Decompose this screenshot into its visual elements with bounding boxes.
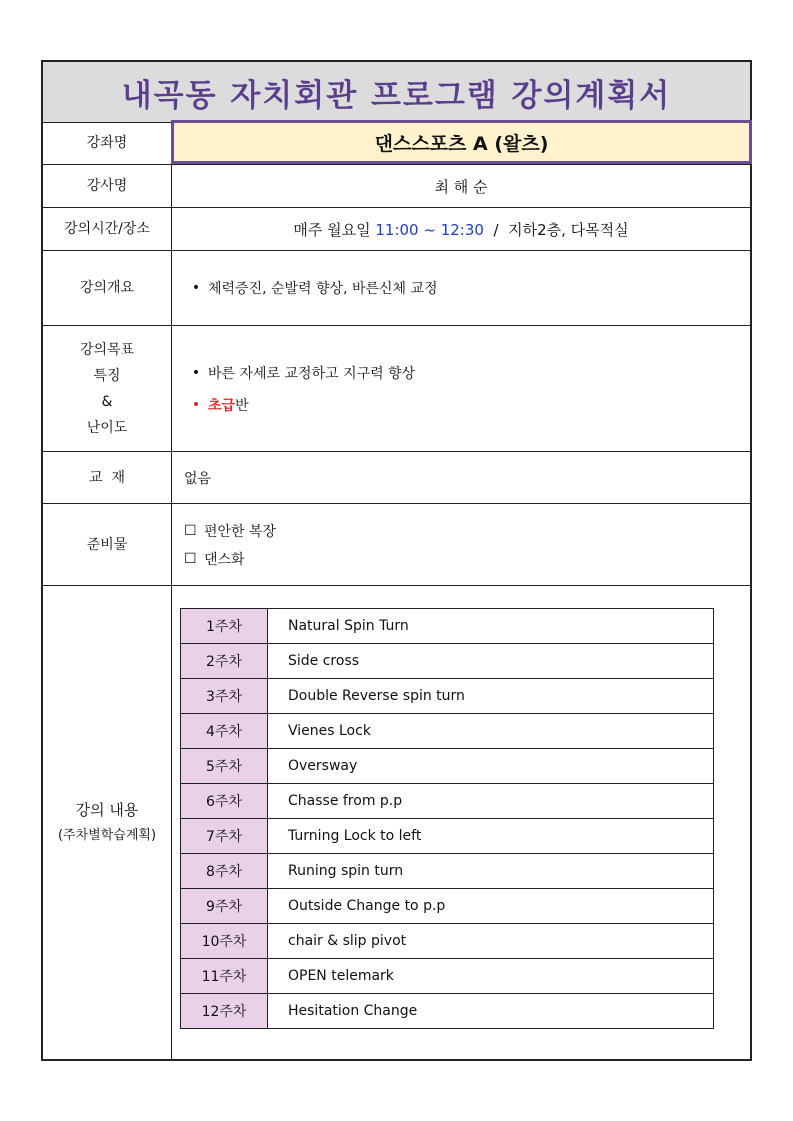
table-row	[181, 609, 714, 644]
schedule-row	[43, 208, 750, 251]
week-cell: 1주차	[181, 609, 268, 644]
goals-label-line: 특징	[93, 367, 121, 384]
topic-cell: Double Reverse spin turn	[268, 679, 714, 714]
goals-label-line: &	[101, 393, 113, 410]
supplies-row	[43, 504, 750, 586]
week-cell: 6주차	[181, 784, 268, 819]
instructor-label: 강사명	[43, 165, 172, 207]
bullet-icon: •	[191, 280, 201, 296]
week-cell: 9주차	[181, 889, 268, 924]
overview-text: 체력증진, 순발력 향상, 바른신체 교정	[208, 281, 438, 297]
schedule-day: 매주 월요일	[293, 220, 371, 239]
goals-value	[172, 326, 750, 451]
topic-cell: Turning Lock to left	[268, 819, 714, 854]
goals-text: 바른 자세로 교정하고 지구력 향상	[208, 365, 416, 382]
table-row	[181, 749, 714, 784]
instructor-row	[43, 165, 750, 208]
overview-value	[172, 251, 750, 325]
topic-cell: Runing spin turn	[268, 854, 714, 889]
table-row	[181, 784, 714, 819]
week-cell: 8주차	[181, 854, 268, 889]
bullet-icon: •	[191, 364, 201, 381]
overview-label: 강의개요	[43, 251, 172, 325]
week-cell: 7주차	[181, 819, 268, 854]
bullet-icon: •	[191, 396, 201, 413]
topic-cell: Vienes Lock	[268, 714, 714, 749]
table-row	[181, 924, 714, 959]
course-row	[43, 122, 750, 165]
checkbox-icon: ☐	[184, 522, 197, 539]
week-cell: 10주차	[181, 924, 268, 959]
supply-item: 댄스화	[204, 551, 245, 568]
page-title: 내곡동 자치회관 프로그램 강의계획서	[43, 62, 750, 123]
course-label: 강좌명	[43, 122, 172, 164]
topic-cell: OPEN telemark	[268, 959, 714, 994]
table-row	[181, 854, 714, 889]
supplies-label: 준비물	[43, 504, 172, 585]
topic-cell: Hesitation Change	[268, 994, 714, 1029]
supplies-value	[172, 504, 750, 585]
topic-cell: Outside Change to p.p	[268, 889, 714, 924]
instructor-name: 최 해 순	[434, 177, 488, 196]
overview-row	[43, 251, 750, 326]
goals-label	[43, 326, 172, 451]
topic-cell: Chasse from p.p	[268, 784, 714, 819]
topic-cell: Oversway	[268, 749, 714, 784]
content-label-main: 강의 내용	[75, 800, 139, 819]
content-label-sub: (주차별학습계획)	[57, 827, 157, 843]
week-cell: 4주차	[181, 714, 268, 749]
goals-label-line: 강의목표	[79, 341, 135, 358]
table-row	[181, 994, 714, 1029]
lecture-plan-sheet	[41, 60, 752, 1061]
weekly-plan-table	[180, 608, 714, 1029]
checkbox-icon: ☐	[184, 550, 197, 567]
textbook-label: 교 재	[43, 452, 172, 503]
week-cell: 2주차	[181, 644, 268, 679]
table-row	[181, 889, 714, 924]
goals-label-line: 난이도	[86, 419, 128, 436]
week-cell: 12주차	[181, 994, 268, 1029]
content-label	[43, 586, 172, 1059]
table-row	[181, 714, 714, 749]
textbook-value: 없음	[184, 470, 212, 487]
content-row	[43, 586, 750, 1059]
week-cell: 5주차	[181, 749, 268, 784]
goals-row	[43, 326, 750, 452]
table-row	[181, 819, 714, 854]
topic-cell: Side cross	[268, 644, 714, 679]
table-row	[181, 679, 714, 714]
topic-cell: Natural Spin Turn	[268, 609, 714, 644]
course-name: 댄스스포츠 A (왈츠)	[171, 120, 752, 164]
textbook-row	[43, 452, 750, 504]
week-cell: 3주차	[181, 679, 268, 714]
schedule-label: 강의시간/장소	[43, 208, 172, 250]
table-row	[181, 644, 714, 679]
level-highlight: 초급	[208, 397, 236, 414]
schedule-separator: /	[493, 220, 499, 239]
schedule-place: 지하2층, 다목적실	[508, 220, 629, 239]
level-rest: 반	[235, 397, 249, 414]
topic-cell: chair & slip pivot	[268, 924, 714, 959]
table-row	[181, 959, 714, 994]
schedule-time: 11:00 ~ 12:30	[375, 220, 484, 239]
supply-item: 편안한 복장	[204, 523, 277, 540]
schedule-value	[172, 208, 750, 250]
week-cell: 11주차	[181, 959, 268, 994]
